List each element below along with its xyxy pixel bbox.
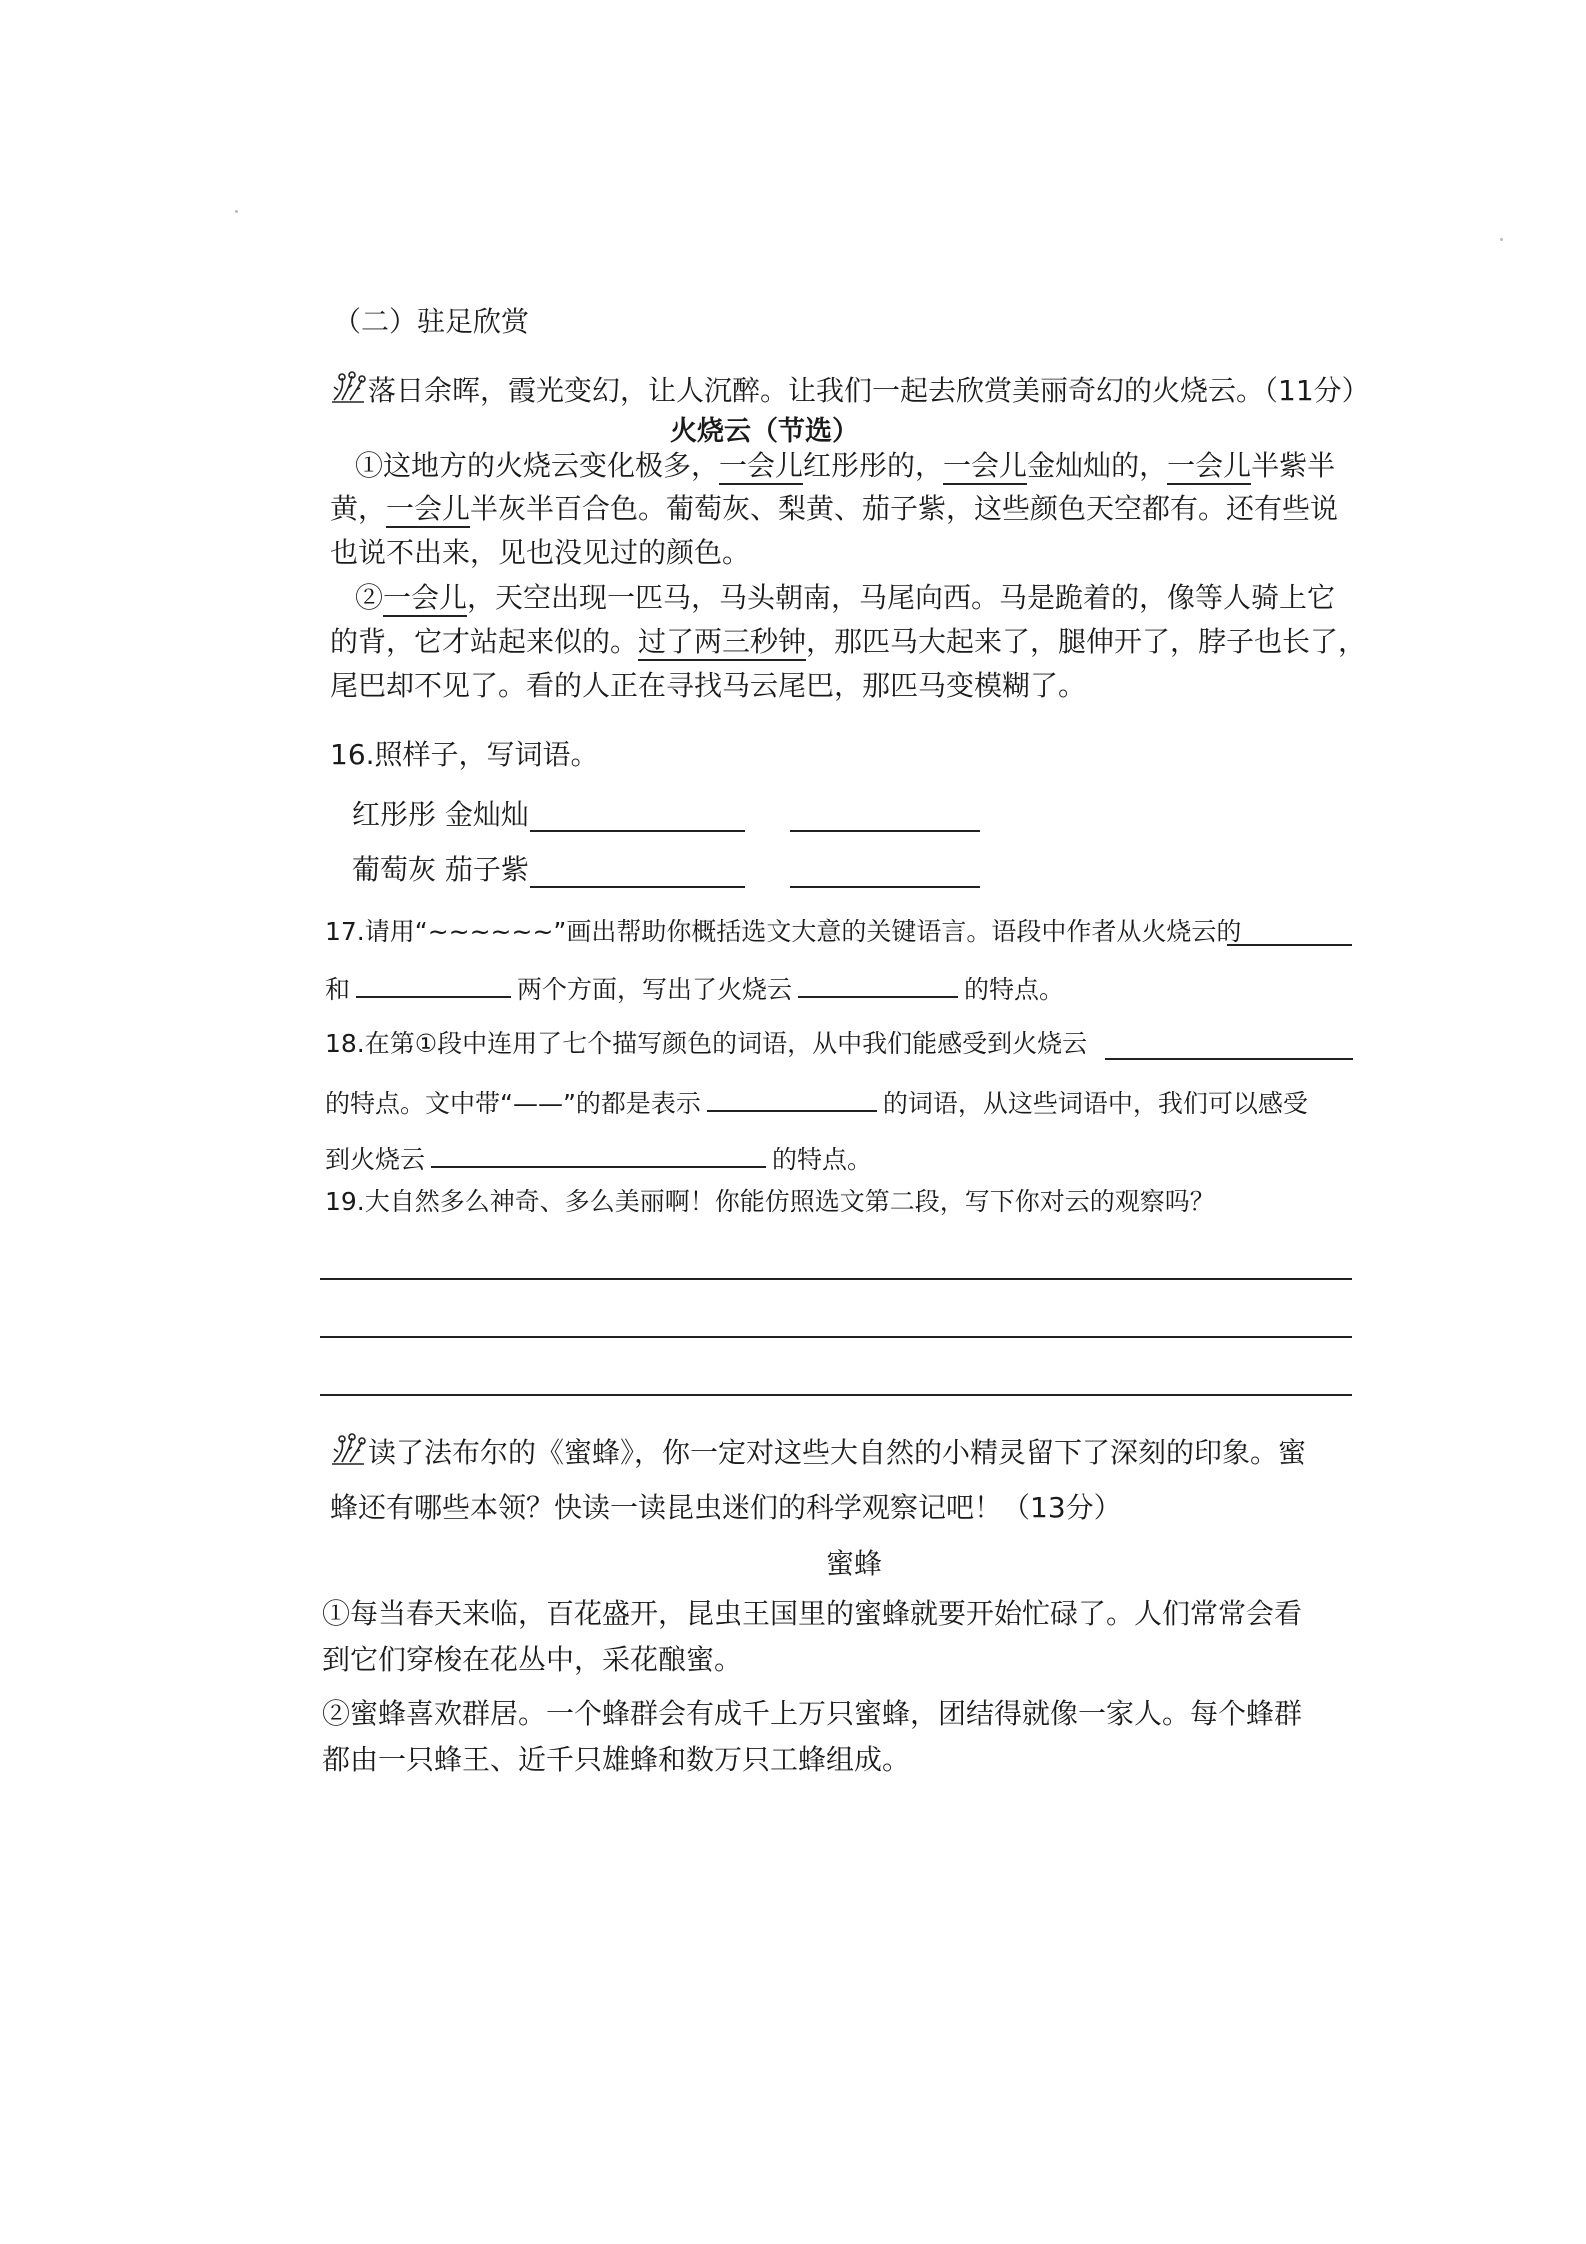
q17-line2 [325, 966, 1064, 1010]
text: ”画出帮助你概括选文大意的关键语言。语段中作者从火烧云的 [553, 917, 1242, 946]
p1-line3: 也说不出来，见也没见过的颜色。 [330, 536, 751, 569]
text: ，天空出现一匹马，马头朝南，马尾向西。马是跪着的，像等人骑上它 [467, 581, 1336, 614]
answer-line[interactable] [320, 1336, 1352, 1338]
p1-line1 [355, 446, 1335, 486]
bee-p1-line2: 到它们穿梭在花丛中，采花酿蜜。 [322, 1643, 743, 1676]
text: 和 [325, 975, 351, 1004]
answer-blank[interactable] [707, 1080, 877, 1112]
section-heading: （二）驻足欣赏 [333, 305, 530, 338]
passage1-intro [330, 370, 1370, 411]
q16-prompt: 16.照样子，写词语。 [330, 738, 599, 771]
p2-line1 [355, 578, 1335, 618]
text: ，那匹马大起来了，腿伸开了，脖子也长了， [806, 625, 1367, 658]
answer-line[interactable] [320, 1278, 1352, 1280]
q17-line1 [325, 912, 1241, 952]
q18-line3 [325, 1136, 872, 1180]
bee-p1-line1: ①每当春天来临，百花盛开，昆虫王国里的蜜蜂就要开始忙碌了。人们常常会看 [322, 1597, 1303, 1630]
q19-prompt: 19.大自然多么神奇、多么美丽啊！你能仿照选文第二段，写下你对云的观察吗？ [325, 1187, 1215, 1216]
text: 的背，它才站起来似的。 [330, 625, 639, 658]
underlined-phrase: 一会儿 [383, 581, 467, 617]
p2-line2 [330, 622, 1366, 662]
answer-line[interactable] [320, 1394, 1352, 1396]
text: ①这地方的火烧云变化极多， [355, 449, 720, 482]
text: ② [355, 581, 384, 614]
underlined-phrase: 一会儿 [719, 449, 803, 485]
p2-line3: 尾巴却不见了。看的人正在寻找马云尾巴，那匹马变模糊了。 [330, 669, 1087, 702]
text: 的特点。文中带“——”的都是表示 [325, 1089, 701, 1118]
bee-p2-line2: 都由一只蜂王、近千只雄蜂和数万只工蜂组成。 [322, 1743, 911, 1776]
q18-line2 [325, 1080, 1308, 1124]
passage2-intro-text: 读了法布尔的《蜜蜂》，你一定对这些大自然的小精灵留下了深刻的印象。蜜 [368, 1436, 1307, 1469]
answer-blank[interactable] [790, 830, 980, 832]
text: 金灿灿的， [1027, 449, 1168, 482]
text: 红彤彤的， [803, 449, 944, 482]
text: 的词语，从这些词语中，我们可以感受 [882, 1089, 1308, 1118]
underlined-phrase: 一会儿 [943, 449, 1027, 485]
answer-blank[interactable] [530, 830, 745, 832]
text: 半灰半百合色。葡萄灰、梨黄、茄子紫，这些颜色天空都有。还有些说 [470, 492, 1339, 525]
passage2-intro-line1 [330, 1432, 1306, 1473]
answer-blank[interactable] [431, 1136, 766, 1168]
text: 半紫半 [1251, 449, 1336, 482]
p1-line2 [330, 489, 1338, 529]
scan-speck [1500, 238, 1503, 241]
q16-row2 [352, 850, 529, 890]
underlined-phrase: 一会儿 [1167, 449, 1251, 485]
q16-row1 [352, 795, 529, 835]
q16-example-2: 葡萄灰 茄子紫 [352, 853, 529, 886]
passage1-title: 火烧云（节选） [670, 416, 859, 447]
q16-example-1: 红彤彤 金灿灿 [352, 798, 529, 831]
answer-blank[interactable] [1227, 944, 1352, 946]
bee-p2-line1: ②蜜蜂喜欢群居。一个蜂群会有成千上万只蜜蜂，团结得就像一家人。每个蜂群 [322, 1697, 1303, 1730]
passage1-intro-text: 落日余晖，霞光变幻，让人沉醉。让我们一起去欣赏美丽奇幻的火烧云。（11分） [368, 374, 1370, 407]
scan-speck [235, 210, 238, 213]
text: 到火烧云 [325, 1145, 426, 1174]
passage2-title: 蜜蜂 [826, 1547, 883, 1580]
passage2-intro-line2: 蜂还有哪些本领？快读一读昆虫迷们的科学观察记吧！（13分） [330, 1491, 1122, 1524]
underlined-phrase: 过了两三秒钟 [638, 625, 806, 661]
answer-blank[interactable] [530, 886, 745, 888]
answer-blank[interactable] [798, 966, 958, 998]
text: 的特点。 [772, 1145, 873, 1174]
text: 黄， [330, 492, 387, 525]
underlined-phrase: 一会儿 [386, 492, 470, 528]
text: 17.请用“ [325, 917, 428, 946]
flower-deco-icon [330, 370, 366, 406]
q18-line1: 18.在第①段中连用了七个描写颜色的词语，从中我们能感受到火烧云 [325, 1029, 1088, 1058]
answer-blank[interactable] [356, 966, 511, 998]
answer-blank[interactable] [1105, 1058, 1353, 1060]
flower-deco-icon [330, 1432, 366, 1468]
text: 两个方面，写出了火烧云 [517, 975, 793, 1004]
wavy-line-sample: ~~~~~~ [427, 917, 554, 946]
answer-blank[interactable] [790, 886, 980, 888]
text: 的特点。 [964, 975, 1065, 1004]
